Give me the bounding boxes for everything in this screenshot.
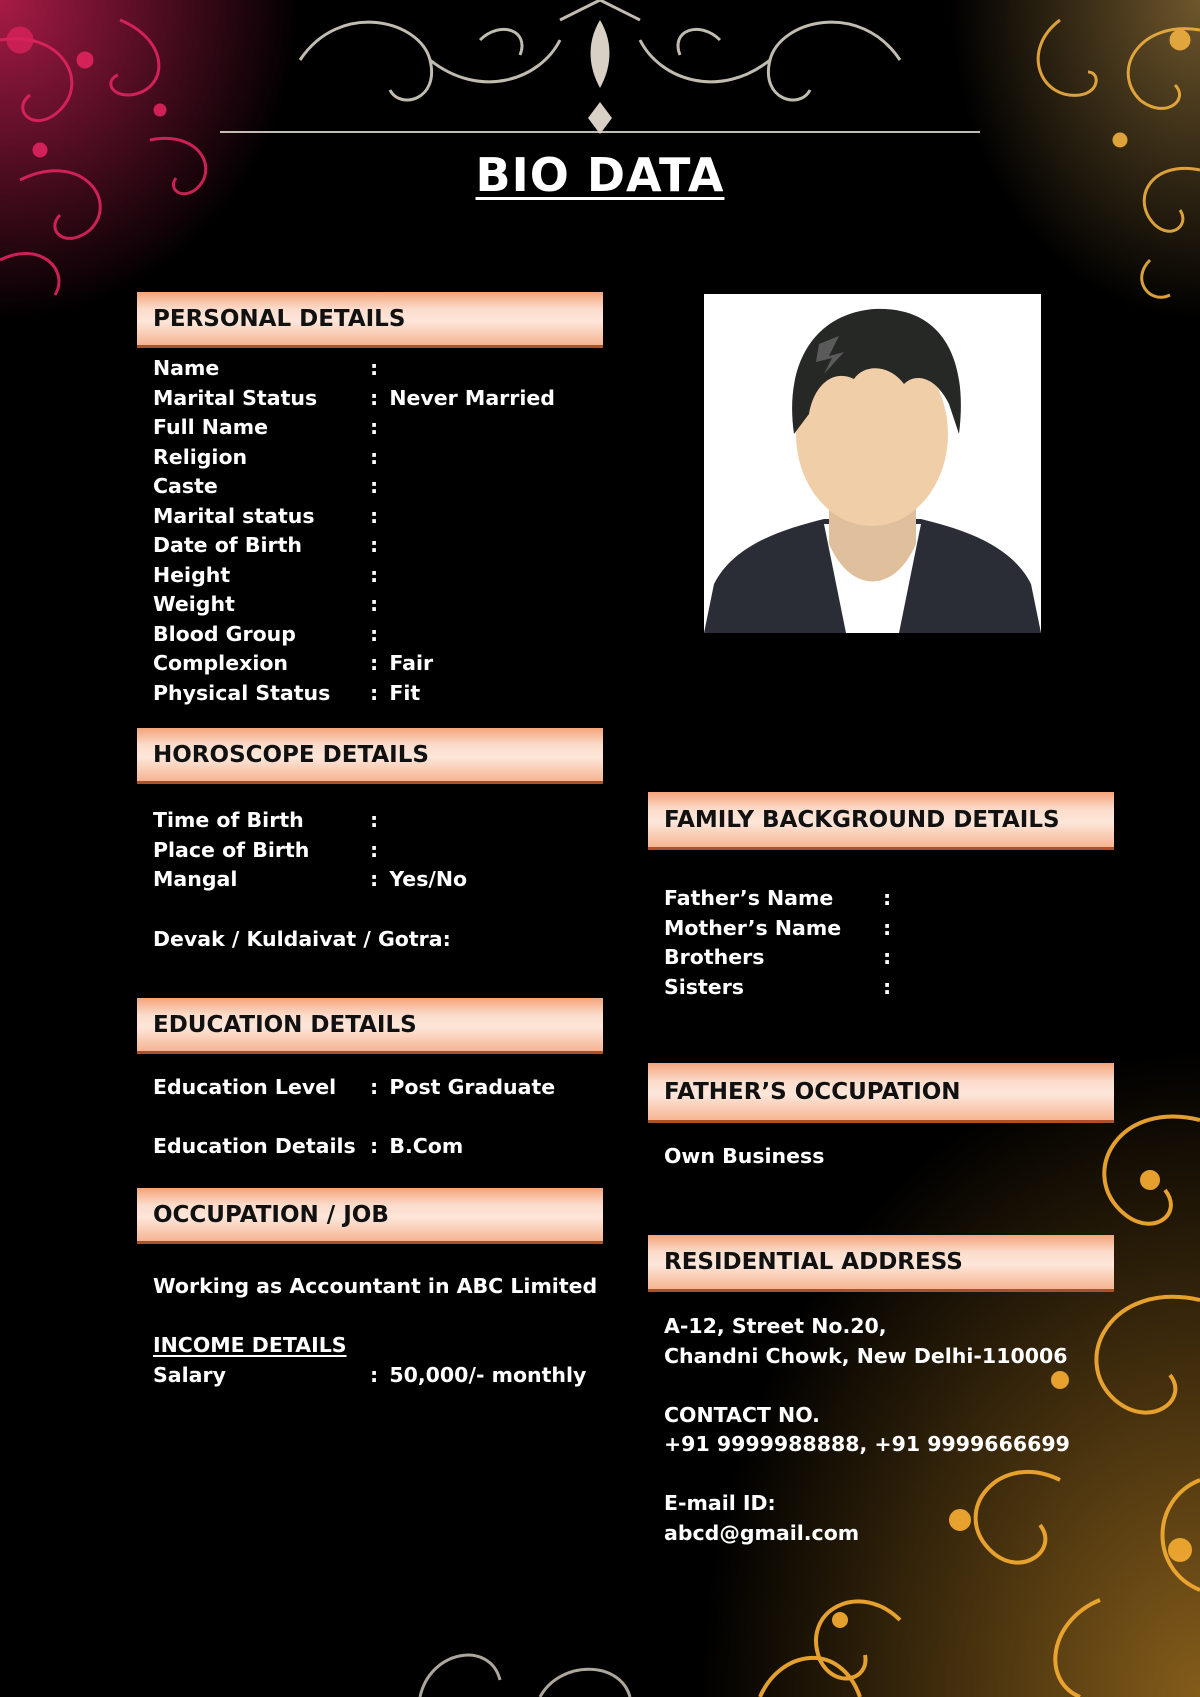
colon: : — [370, 837, 386, 862]
detail-row — [153, 443, 555, 473]
address-line-2: Chandni Chowk, New Delhi-110006 — [664, 1343, 1068, 1368]
colon: : — [883, 945, 899, 969]
contact-label: CONTACT NO. — [664, 1402, 820, 1427]
colon: : — [370, 1134, 386, 1158]
colon: : — [370, 474, 386, 498]
detail-value: Post Graduate — [389, 1075, 556, 1099]
detail-row — [664, 943, 902, 973]
colon: : — [370, 808, 386, 832]
colon: : — [370, 651, 386, 675]
colon: : — [370, 533, 386, 557]
residential-address-header: RESIDENTIAL ADDRESS — [648, 1235, 1114, 1292]
profile-photo — [704, 294, 1041, 633]
detail-value — [385, 443, 389, 473]
silver-fleur — [591, 20, 610, 88]
detail-value — [385, 472, 389, 502]
horoscope-details-list — [153, 806, 467, 895]
colon: : — [370, 592, 386, 616]
detail-label: Marital Status — [153, 385, 318, 410]
detail-value — [898, 943, 902, 973]
detail-label: Religion — [153, 444, 248, 469]
salary-label: Salary — [153, 1363, 226, 1387]
email-label: E-mail ID: — [664, 1491, 776, 1515]
colon: : — [370, 680, 386, 705]
detail-label: Name — [153, 356, 220, 380]
detail-value: Fit — [389, 680, 421, 705]
detail-value: Fair — [389, 651, 434, 675]
detail-row — [153, 354, 555, 384]
detail-label: Physical Status — [153, 680, 331, 705]
detail-row — [153, 1073, 555, 1103]
detail-row — [664, 884, 902, 914]
detail-value: Yes/No — [389, 867, 468, 891]
detail-label: Height — [153, 562, 231, 587]
family-details-list — [664, 884, 902, 1002]
detail-row — [153, 531, 555, 561]
detail-row — [153, 620, 555, 650]
gotra-label: Devak / Kuldaivat / Gotra: — [153, 927, 451, 951]
colon: : — [370, 385, 386, 410]
detail-row — [153, 472, 555, 502]
detail-label: Caste — [153, 474, 218, 498]
detail-label: Education Details — [153, 1134, 356, 1158]
detail-label: Date of Birth — [153, 533, 302, 557]
detail-value — [385, 502, 389, 532]
detail-row — [153, 836, 467, 866]
silver-diamond — [588, 102, 612, 134]
colon: : — [883, 915, 899, 940]
detail-row — [153, 561, 555, 591]
detail-row — [153, 649, 555, 679]
colon: : — [370, 1075, 386, 1099]
address-line-1: A-12, Street No.20, — [664, 1314, 887, 1338]
detail-value — [385, 413, 389, 443]
detail-value — [385, 620, 389, 650]
detail-label: Brothers — [664, 945, 765, 969]
colon: : — [370, 1363, 386, 1387]
detail-label: Blood Group — [153, 621, 296, 646]
colon: : — [370, 415, 386, 439]
detail-value — [385, 836, 389, 866]
silver-bottom-ornament — [420, 1655, 630, 1697]
detail-label: Weight — [153, 592, 235, 616]
colon: : — [370, 444, 386, 469]
detail-row — [664, 973, 902, 1003]
address-block — [664, 1312, 1070, 1548]
income-details-heading: INCOME DETAILS — [153, 1333, 347, 1357]
horoscope-details-header: HOROSCOPE DETAILS — [137, 728, 603, 784]
detail-value — [898, 914, 902, 944]
detail-value — [898, 973, 902, 1003]
education-details-header: EDUCATION DETAILS — [137, 998, 603, 1054]
detail-label: Sisters — [664, 974, 745, 999]
contact-value: +91 9999988888, +91 9999666699 — [664, 1432, 1070, 1456]
colon: : — [370, 356, 386, 380]
education-details-list — [153, 1073, 555, 1162]
colon: : — [883, 974, 899, 999]
detail-label: Full Name — [153, 415, 269, 439]
colon: : — [370, 867, 386, 891]
detail-value — [898, 884, 902, 914]
colon: : — [370, 562, 386, 587]
detail-row — [153, 413, 555, 443]
salary-row — [153, 1361, 586, 1391]
detail-value — [385, 806, 389, 836]
detail-row — [153, 806, 467, 836]
father-occupation-text: Own Business — [664, 1144, 825, 1168]
detail-label: Education Level — [153, 1075, 337, 1099]
colon: : — [370, 621, 386, 646]
personal-details-header: PERSONAL DETAILS — [137, 292, 603, 348]
detail-value: Never Married — [389, 385, 555, 410]
detail-row — [153, 865, 467, 895]
detail-label: Time of Birth — [153, 808, 304, 832]
detail-row — [153, 502, 555, 532]
detail-row — [664, 914, 902, 944]
detail-row — [153, 679, 555, 709]
detail-label: Mother’s Name — [664, 915, 842, 940]
occupation-text: Working as Accountant in ABC Limited — [153, 1274, 598, 1298]
detail-row — [153, 1132, 555, 1162]
detail-value — [385, 561, 389, 591]
email-value: abcd@gmail.com — [664, 1520, 860, 1545]
colon: : — [370, 503, 386, 528]
family-background-header: FAMILY BACKGROUND DETAILS — [648, 792, 1114, 850]
occupation-header: OCCUPATION / JOB — [137, 1188, 603, 1244]
detail-label: Father’s Name — [664, 886, 834, 910]
detail-value — [385, 590, 389, 620]
detail-row — [153, 590, 555, 620]
detail-label: Mangal — [153, 867, 238, 891]
detail-label: Place of Birth — [153, 837, 310, 862]
detail-label: Complexion — [153, 651, 289, 675]
colon: : — [883, 886, 899, 910]
personal-details-list — [153, 354, 555, 708]
salary-value: 50,000/- monthly — [389, 1363, 587, 1387]
page-title: BIO DATA — [475, 148, 725, 202]
father-occupation-header: FATHER’S OCCUPATION — [648, 1063, 1114, 1123]
detail-value: B.Com — [389, 1134, 464, 1158]
detail-label: Marital status — [153, 503, 315, 528]
detail-value — [385, 354, 389, 384]
detail-row — [153, 384, 555, 414]
detail-value — [385, 531, 389, 561]
